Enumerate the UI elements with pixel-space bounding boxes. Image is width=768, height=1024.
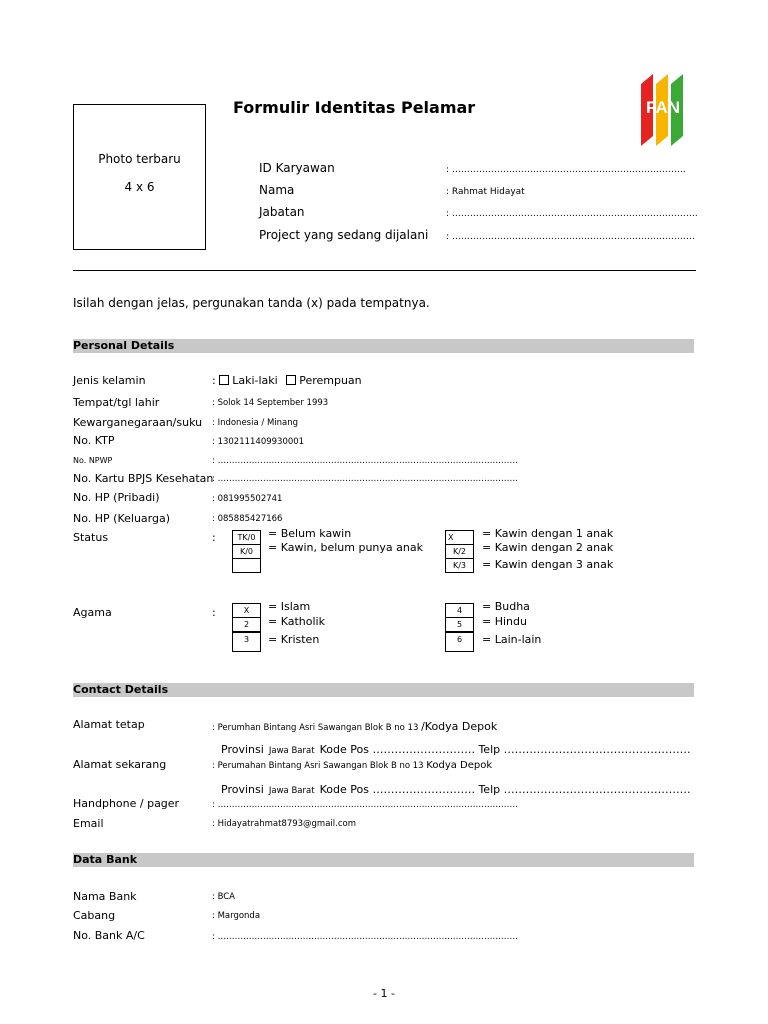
status-text-k3: = Kawin dengan 3 anak (482, 558, 614, 571)
section-personal-details: Personal Details (73, 339, 694, 353)
address-current-line2[interactable] (221, 778, 691, 797)
bank-name-field[interactable]: : BCA (212, 892, 235, 902)
gender-female-checkbox[interactable] (286, 375, 296, 385)
handphone-field[interactable]: : ……………………………………………………………………………………………. (212, 800, 518, 810)
bank-name-label: Nama Bank (73, 890, 137, 903)
status-code-tk0[interactable]: TK/0 (232, 530, 261, 545)
address-permanent-city: /Kodya Depok (421, 720, 498, 733)
address-current-city: Kodya Depok (426, 760, 493, 771)
address-current-street: : Perumahan Bintang Asri Sawangan Blok B no 13 (212, 761, 424, 771)
province-label-current: Provinsi (221, 783, 264, 796)
ktp-field[interactable]: : 1302111409930001 (212, 437, 305, 447)
status-code-blank[interactable] (232, 558, 261, 573)
email-field[interactable]: : Hidayatrahmat8793@gmail.com (212, 819, 357, 829)
jabatan-field[interactable]: : ………………………………………………………………………. (446, 209, 698, 219)
bank-account-label: No. Bank A/C (73, 929, 145, 942)
bpjs-field[interactable]: : ……………………………………………………………………………………………. (212, 474, 518, 484)
handphone-label: Handphone / pager (73, 797, 180, 810)
gender-male-label: Laki-laki (232, 374, 278, 387)
hp-keluarga-field[interactable]: : 085885427166 (212, 514, 283, 524)
fan-logo (639, 72, 687, 148)
bank-branch-field[interactable]: : Margonda (212, 911, 261, 921)
page-number: - 1 - (373, 987, 395, 1000)
province-value: Jawa Barat (268, 746, 315, 756)
gender-label: Jenis kelamin (73, 374, 146, 387)
status-code-k2[interactable]: K/2 (445, 544, 474, 559)
gender-options: : Laki-laki Perempuan (212, 374, 362, 387)
religion-text-budha: = Budha (482, 600, 530, 613)
npwp-label: No. NPWP (73, 456, 113, 465)
project-label: Project yang sedang dijalani (259, 228, 429, 242)
instructions: Isilah dengan jelas, pergunakan tanda (x) pada tempatnya. (73, 296, 430, 310)
address-permanent-label: Alamat tetap (73, 718, 145, 731)
id-karyawan-field[interactable]: : …………………………………………………………………… (446, 165, 686, 175)
status-label: Status (73, 531, 109, 544)
id-karyawan-label: ID Karyawan (259, 161, 335, 175)
address-permanent-street: : Perumhan Bintang Asri Sawangan Blok B no 13 (212, 723, 419, 733)
address-current-label: Alamat sekarang (73, 758, 167, 771)
birth-field[interactable]: : Solok 14 September 1993 (212, 398, 329, 408)
address-current-field[interactable] (212, 760, 492, 771)
hp-pribadi-field[interactable]: : 081995502741 (212, 494, 283, 504)
section-data-bank: Data Bank (73, 853, 694, 867)
religion-colon: : (212, 606, 216, 619)
province-label: Provinsi (221, 743, 264, 756)
status-text-tk0: = Belum kawin (268, 527, 352, 540)
status-text-k2: = Kawin dengan 2 anak (482, 541, 614, 554)
religion-text-kristen: = Kristen (268, 633, 320, 646)
postcode-phone-current: Kode Pos ………………………. Telp …………………………………………… (319, 783, 691, 796)
religion-code-kristen[interactable]: 3 (232, 632, 261, 652)
status-code-k3[interactable]: K/3 (445, 558, 474, 573)
email-label: Email (73, 817, 104, 830)
photo-caption: Photo terbaru (98, 152, 181, 166)
jabatan-label: Jabatan (259, 205, 305, 219)
nama-label: Nama (259, 183, 295, 197)
bank-account-field[interactable]: : ……………………………………………………………………………………………. (212, 932, 518, 942)
header-divider (73, 270, 696, 271)
hp-keluarga-label: No. HP (Keluarga) (73, 512, 170, 525)
status-code-k1[interactable]: X (445, 530, 474, 545)
hp-pribadi-label: No. HP (Pribadi) (73, 491, 160, 504)
postcode-phone: Kode Pos ………………………. Telp …………………………………………… (319, 743, 691, 756)
ktp-label: No. KTP (73, 434, 115, 447)
gender-female-label: Perempuan (299, 374, 362, 387)
nama-field[interactable]: : Rahmat Hidayat (446, 187, 525, 197)
gender-male-checkbox[interactable] (219, 375, 229, 385)
religion-text-katholik: = Katholik (268, 615, 325, 628)
project-field[interactable]: : ……………………………………………………………………… (446, 232, 695, 242)
religion-code-islam[interactable]: X (232, 603, 261, 618)
religion-code-budha[interactable]: 4 (445, 603, 474, 618)
photo-size: 4 x 6 (124, 180, 155, 194)
photo-box (73, 104, 206, 250)
status-code-k0[interactable]: K/0 (232, 544, 261, 559)
status-text-k0: = Kawin, belum punya anak (268, 541, 423, 554)
province-value-current: Jawa Barat (268, 786, 315, 796)
religion-code-hindu[interactable]: 5 (445, 617, 474, 632)
religion-code-katholik[interactable]: 2 (232, 617, 261, 632)
religion-text-lain: = Lain-lain (482, 633, 542, 646)
nationality-label: Kewarganegaraan/suku (73, 416, 203, 429)
bpjs-label: No. Kartu BPJS Kesehatan (73, 472, 214, 485)
religion-code-lain[interactable]: 6 (445, 632, 474, 652)
religion-label: Agama (73, 606, 112, 619)
status-text-k1: = Kawin dengan 1 anak (482, 527, 614, 540)
section-contact-details: Contact Details (73, 683, 694, 697)
address-permanent-line2[interactable] (221, 738, 691, 757)
religion-text-islam: = Islam (268, 600, 311, 613)
bank-branch-label: Cabang (73, 909, 116, 922)
logo-text: FAN (646, 98, 680, 117)
nationality-field[interactable]: : Indonesia / Minang (212, 418, 299, 428)
birth-label: Tempat/tgl lahir (73, 396, 160, 409)
page-title: Formulir Identitas Pelamar (233, 98, 476, 117)
address-permanent-field[interactable] (212, 720, 497, 733)
npwp-field[interactable]: : ……………………………………………………………………………………………. (212, 456, 518, 466)
status-colon: : (212, 531, 216, 544)
religion-text-hindu: = Hindu (482, 615, 527, 628)
